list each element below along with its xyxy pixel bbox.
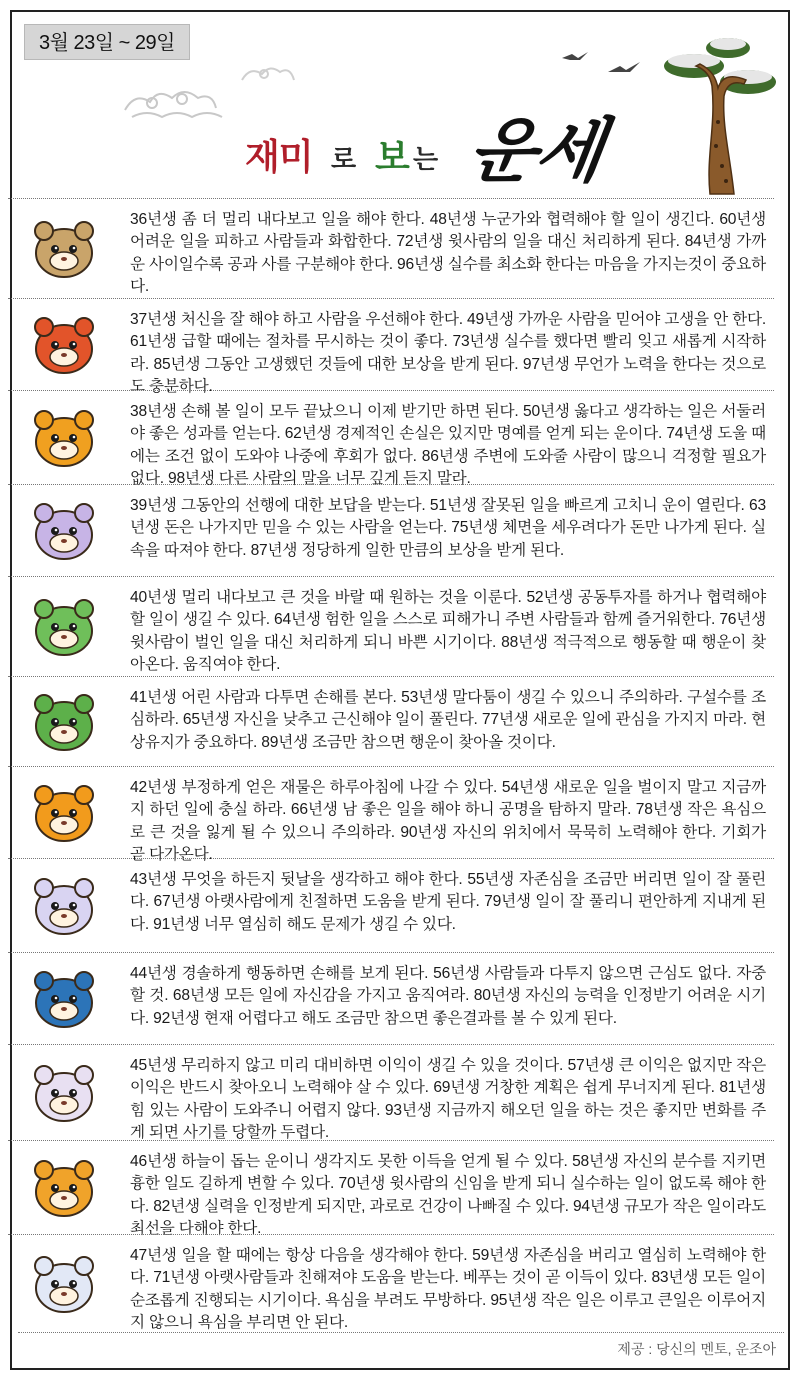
pine-tree-icon [650,26,780,196]
snake-icon [28,686,100,758]
fortune-row [8,198,774,298]
fortune-row [8,1140,774,1237]
fortune-row [8,484,774,576]
dog-icon [28,1152,100,1224]
fortune-text: 47년생 일을 할 때에는 항상 다음을 생각해야 한다. 59년생 자존심을 버리고 열심히 노력해야 한다. 71년생 아랫사람들과 친해져야 도움을 받는다. 베푸는 것이 곧 이득이 있다. 83년생 모든 일이 순조롭게 진행되는 시기이다. 욕심을 부려도 무방하다. 95년생 작은 일은 이루고 큰일은 이루어지지 않으니 욕심을 부리면 안 된다. [130,1247,766,1331]
date-range-badge: 3월 23일 ~ 29일 [24,24,190,60]
rooster-icon [28,1057,100,1129]
ox-icon [28,309,100,381]
fortune-row [8,1044,774,1140]
fortune-row [8,390,774,487]
fortune-text: 44년생 경솔하게 행동하면 손해를 보게 된다. 56년생 사람들과 다투지 않으면 근심도 없다. 자중할 것. 68년생 모든 일에 자신감을 가지고 움직여라. 80년생 자신의 능력을 인정받기 어려운 시기다. 92년생 현재 어렵다고 해도 조금만 참으면 좋은결과를 볼 수 있게 된다. [130,965,766,1027]
fortune-text: 43년생 무엇을 하든지 뒷날을 생각하고 해야 한다. 55년생 자존심을 조금만 버리면 일이 잘 풀린다. 67년생 아랫사람에게 친절하면 도움을 받게 된다. 79년생 일이 잘 풀리니 편안하게 지내게 된다. 91년생 너무 열심히 해도 문제가 생길 수 있다. [130,871,766,933]
title-part-see: 보 [375,137,409,178]
monkey-icon [28,963,100,1035]
title-part-fortune: 운세 [463,109,609,192]
cloud-left-icon [120,75,240,125]
fortune-row [8,1234,774,1332]
cloud-right-icon [238,58,308,88]
tiger-icon [28,402,100,474]
title-part-fun: 재미 [245,137,313,178]
horse-icon [28,777,100,849]
fortune-text: 37년생 처신을 잘 해야 하고 사람을 우선해야 한다. 49년생 가까운 사람을 믿어야 고생을 안 한다. 61년생 급할 때에는 절차를 무시하는 것이 좋다. 73년생 실수를 했다면 빨리 잊고 새롭게 시작하라. 85년생 그동안 고생했던 것들에 대한 보상을 받게 된다. 97년생 무언가 노력을 한다는 것으로도 충분하다. [130,311,766,395]
title-part-particle-1: 로 [331,145,356,175]
sheep-icon [28,870,100,942]
fortune-text: 38년생 손해 볼 일이 모두 끝났으니 이제 받기만 하면 된다. 50년생 옳다고 생각하는 일은 서둘러야 좋은 성과를 얻는다. 62년생 경제적인 손실은 있지만 명예를 얻게 되는 운이다. 74년생 도울 때에는 조건 없이 도와야 나중에 후회가 없다. 86년생 주변에 도와줄 사람이 많으니 걱정할 필요가 없다. 98년생 다른 사람의 말을 너무 깊게 듣지 말라. [130,403,766,487]
rabbit-icon [28,495,100,567]
fortune-text: 46년생 하늘이 돕는 운이니 생각지도 못한 이득을 얻게 될 수 있다. 58년생 자신의 분수를 지키면 흉한 일도 길하게 변할 수 있다. 70년생 윗사람의 신임을 받게 되니 실수하는 일이 없도록 해야 한다. 82년생 실력을 인정받게 되지만, 과로로 건강이 나빠질 수 있다. 94년생 규모가 작은 일이라도 최선을 다해야 한다. [130,1153,766,1237]
fortune-row [8,576,774,676]
fortune-text: 40년생 멀리 내다보고 큰 것을 바랄 때 원하는 것을 이룬다. 52년생 공동투자를 하거나 협력해야 할 일이 생길 수 있다. 64년생 험한 일을 스스로 피해가니 주변 사람들과 함께 즐거워한다. 76년생 윗사람이 벌인 일을 대신 처리하게 되니 바쁜 시기이다. 88년생 적극적으로 행동할 때 행운이 찾아온다. 움직여야 한다. [130,589,766,673]
birds-icon [556,44,656,80]
title-part-particle-2: 는 [413,145,438,175]
dragon-icon [28,591,100,663]
fortune-text: 36년생 좀 더 멀리 내다보고 일을 해야 한다. 48년생 누군가와 협력해야 할 일이 생긴다. 60년생 어려운 일을 피하고 사람들과 화합한다. 72년생 윗사람의 일을 대신 처리하게 된다. 84년생 가까운 사이일수록 공과 사를 구분해야 한다. 96년생 실수를 최소화 한다는 마음을 가지는것이 중요하다. [130,211,766,295]
fortune-row [8,766,774,863]
fortune-row [8,298,774,395]
fortune-text: 41년생 어린 사람과 다투면 손해를 본다. 53년생 말다툼이 생길 수 있으니 주의하라. 구설수를 조심하라. 65년생 자신을 낮추고 근신해야 일이 풀린다. 77년생 새로운 일에 관심을 가지지 마라. 현상유지가 중요하다. 89년생 조금만 참으면 행운이 찾아올 것이다. [130,689,766,751]
bottom-divider [18,1332,784,1333]
fortune-row [8,858,774,952]
fortune-text: 45년생 무리하지 않고 미리 대비하면 이익이 생길 수 있을 것이다. 57년생 큰 이익은 없지만 작은 이익은 반드시 찾아오니 노력해야 살 수 있다. 69년생 거창한 계획은 쉽게 무너지게 된다. 81년생 힘 있는 사람이 도와주니 어렵지 않다. 93년생 지금까지 해오던 일을 하는 것은 좋지만 변화를 주게 되면 사기를 당할까 두렵다. [130,1057,766,1141]
fortune-row [8,676,774,766]
pig-icon [28,1248,100,1320]
fortune-text: 39년생 그동안의 선행에 대한 보답을 받는다. 51년생 잘못된 일을 빠르게 고치니 운이 열린다. 63년생 돈은 나가지만 믿을 수 있는 사람을 얻는다. 75년생 체면을 세우려다가 돈만 나가게 된다. 실속을 따져야 한다. 87년생 정당하게 일한 만큼의 보상을 받게 된다. [130,497,766,559]
rat-icon [28,213,100,285]
fortune-text: 42년생 부정하게 얻은 재물은 하루아침에 나갈 수 있다. 54년생 새로운 일을 벌이지 말고 지금까지 하던 일에 충실 하라. 66년생 남 좋은 일을 해야 하니 공명을 탐하지 말라. 78년생 작은 욕심으로 큰 것을 잃게 될 수 있으니 주의하라. 90년생 자신의 위치에서 묵묵히 노력해야 한다. 기회가 곧 다가온다. [130,779,766,863]
fortune-row [8,952,774,1044]
source-credit: 제공 : 당신의 멘토, 운조아 [617,1341,776,1357]
